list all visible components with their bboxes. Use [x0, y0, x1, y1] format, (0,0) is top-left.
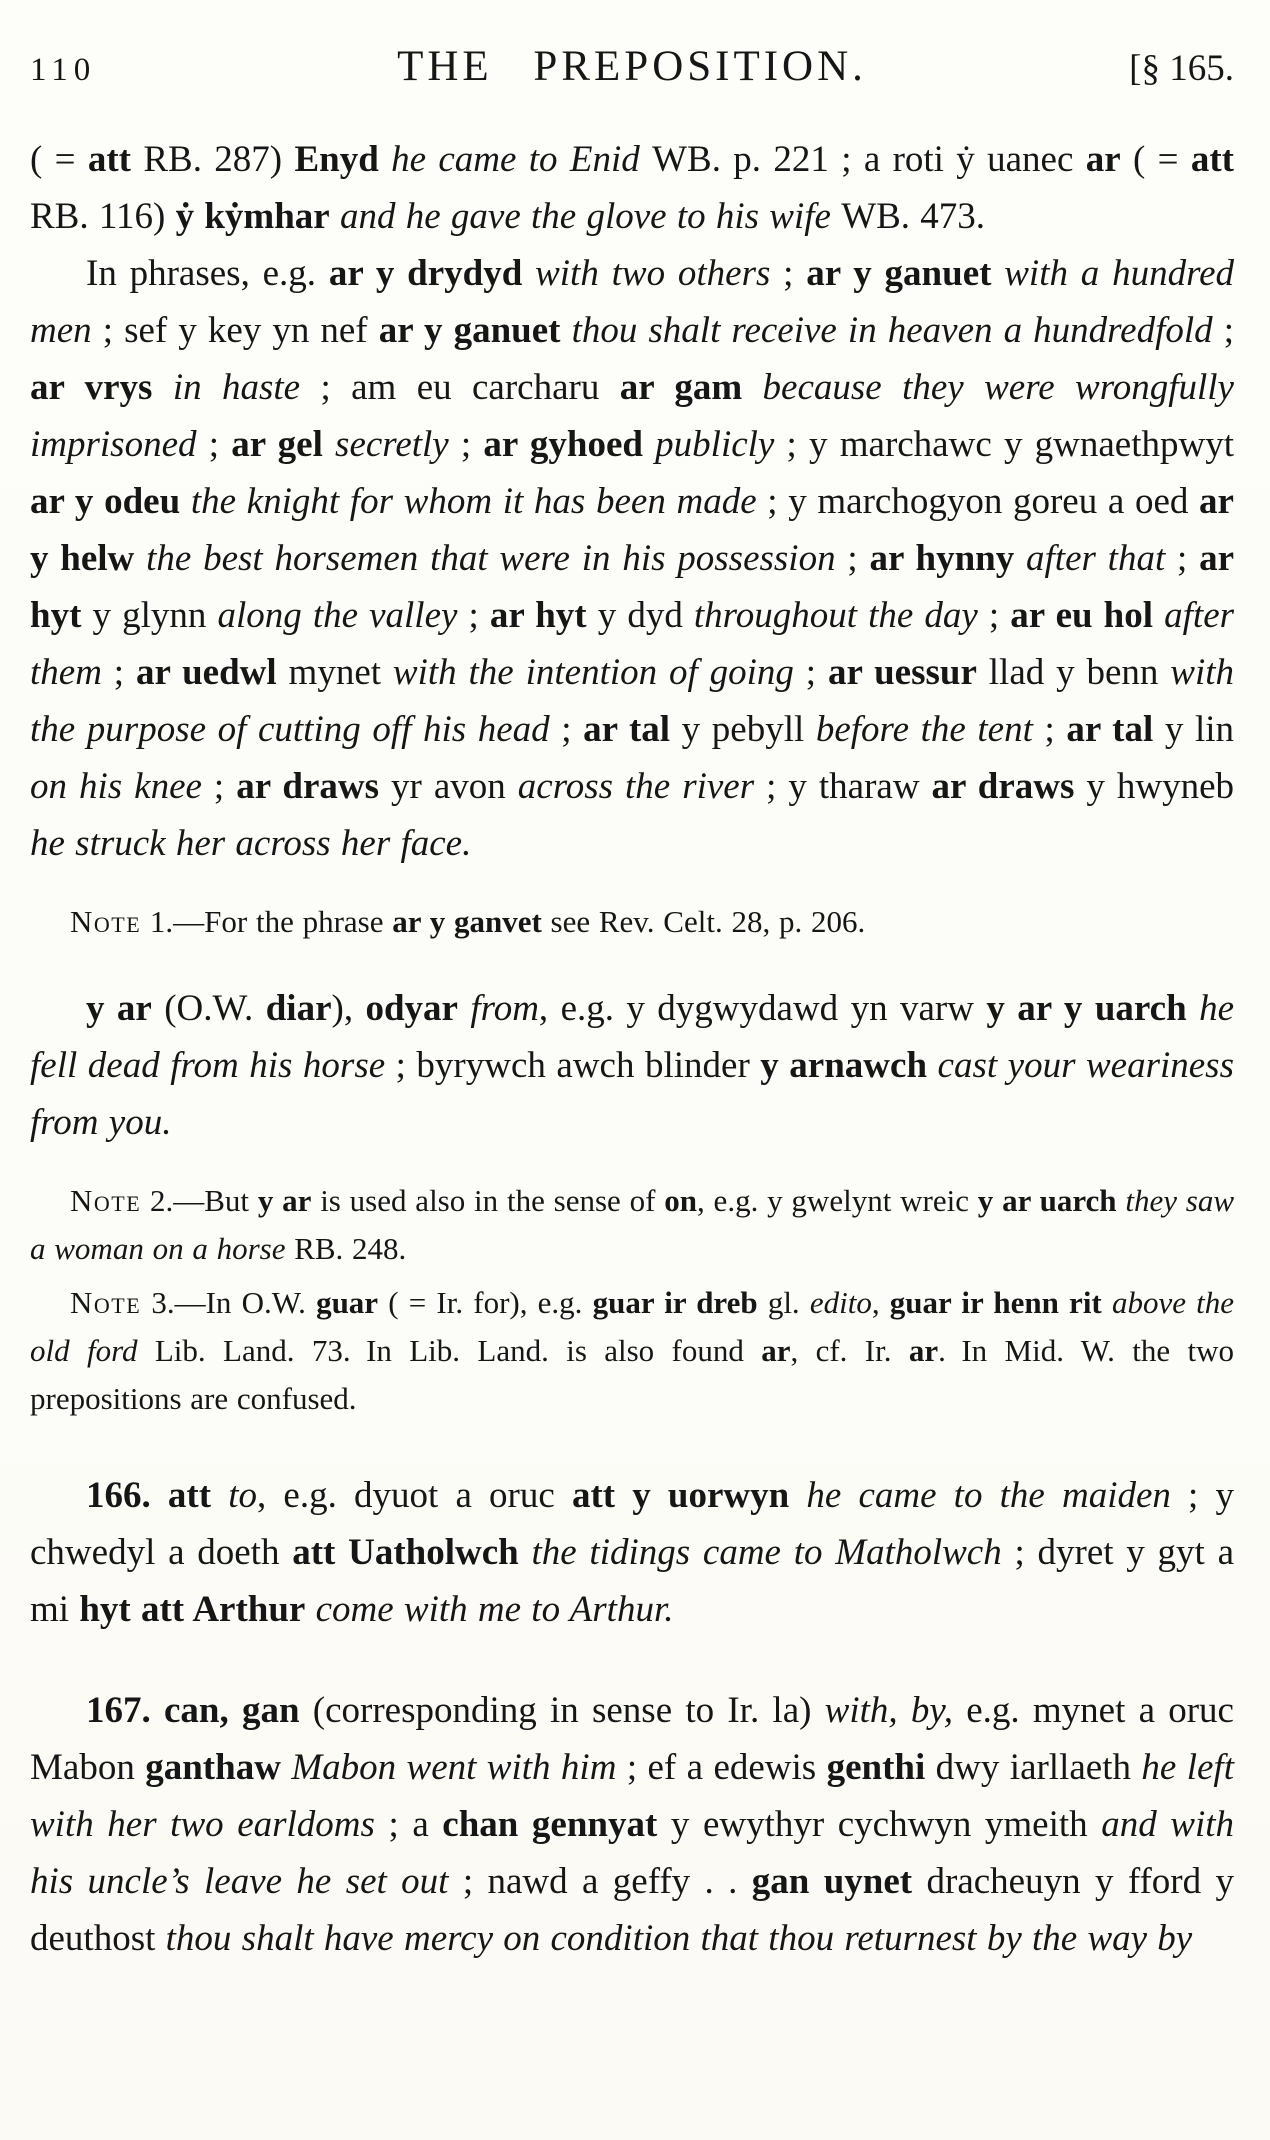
welsh-term: chan gennyat [442, 1804, 658, 1845]
translation: thou shalt receive in heaven a hundredfold [560, 310, 1213, 351]
text-run: . In Mid. W. the two prepositions are confused. [30, 1333, 1234, 1416]
text-run: ; dyret y gyt a mi [30, 1532, 1234, 1630]
text-run: yr avon [379, 766, 518, 807]
text-run: ; [101, 652, 136, 693]
translation: he came to Enid [378, 139, 653, 180]
translation: with two others [522, 253, 771, 294]
note-label: Note [70, 1183, 142, 1218]
text-run: y pebyll [670, 709, 816, 750]
welsh-term: ar [1085, 139, 1121, 180]
welsh-term: ar y ganuet [378, 310, 561, 351]
translation: he struck her across her face. [30, 823, 472, 864]
text-run: ; byrywch awch blinder [385, 1045, 761, 1086]
text-run: ( = [30, 139, 88, 180]
welsh-term: ganthaw [145, 1747, 281, 1788]
welsh-term: diar [265, 988, 332, 1029]
welsh-term: ar y ganvet [392, 904, 542, 939]
text-run: ; [770, 253, 807, 294]
text-run: ; [977, 595, 1011, 636]
section-166-att [30, 1467, 1234, 1638]
welsh-term: ar uedwl [135, 652, 277, 693]
welsh-term: y ar uarch [977, 1183, 1117, 1218]
text-run: In phrases, e.g. [86, 253, 329, 294]
welsh-term: ar y ganuet [806, 253, 992, 294]
text-run: 1.—For the phrase [141, 904, 393, 939]
text-run: ; ef a edewis [616, 1747, 827, 1788]
text-run: llad y benn [976, 652, 1171, 693]
translation: Mabon went with him [280, 1747, 617, 1788]
welsh-term: ar draws [931, 766, 1075, 807]
text-run: ; y chwedyl a doeth [30, 1475, 1234, 1573]
welsh-term: 167. can, gan [86, 1690, 300, 1731]
running-title: THE PREPOSITION. [397, 43, 867, 90]
text-run: ; y marchawc y gwnaethpwyt [774, 424, 1234, 465]
text-run: mynet [276, 652, 393, 693]
welsh-term: ar gyhoed [483, 424, 643, 465]
welsh-term: ẏ kẏmhar [175, 196, 330, 237]
text-run: ; sef y key yn nef [91, 310, 379, 351]
text-run: ; [1165, 538, 1200, 579]
translation: across the river [517, 766, 755, 807]
translation: edito [809, 1285, 872, 1320]
translation: he came to the maiden [789, 1475, 1171, 1516]
text-run: ; [549, 709, 584, 750]
text-run: (corresponding in sense to Ir. la) [299, 1690, 825, 1731]
page-body [30, 131, 1234, 1967]
welsh-term: guar [316, 1285, 379, 1320]
translation: the best horsemen that were in his possession [134, 538, 836, 579]
page-number: 110 [30, 52, 97, 88]
translation: after them [30, 595, 1235, 693]
welsh-term: ar y drydyd [328, 253, 523, 294]
translation: from [457, 988, 539, 1029]
welsh-term: Enyd [294, 139, 379, 180]
translation: above the old ford [30, 1285, 1235, 1368]
translation: with, by, [824, 1690, 954, 1731]
translation: come with me to Arthur. [305, 1589, 674, 1630]
welsh-term: y arnawch [760, 1045, 928, 1086]
text-run: ; [835, 538, 870, 579]
welsh-term: att [1190, 139, 1234, 180]
translation: along the valley [217, 595, 458, 636]
text-run: (O.W. [151, 988, 266, 1029]
text-run: , cf. Ir. [790, 1333, 909, 1368]
translation: publicly [642, 424, 775, 465]
text-run: ( = [1120, 139, 1191, 180]
text-run: RB. 248. [285, 1231, 407, 1266]
translation: thou shalt have mercy on condition that thou returnest by the way by [165, 1918, 1193, 1959]
welsh-term: att [87, 139, 132, 180]
translation: secretly [322, 424, 449, 465]
translation: they saw a woman on a horse [30, 1183, 1235, 1266]
welsh-term: ar uessur [827, 652, 977, 693]
text-run: RB. 116) [30, 196, 176, 237]
welsh-term: ar vrys [30, 367, 153, 408]
note-1 [30, 898, 1234, 946]
text-run: dwy iarllaeth [925, 1747, 1142, 1788]
translation: he left with her two earldoms [30, 1747, 1234, 1845]
welsh-term: ar tal [583, 709, 671, 750]
text-run: dracheuyn y fford y deuthost [30, 1861, 1234, 1959]
translation: the tidings came to Matholwch [518, 1532, 1002, 1573]
welsh-term: ar hynny [869, 538, 1015, 579]
translation: with the purpose of cutting off his head [30, 652, 1235, 750]
text-run: ; y tharaw [754, 766, 932, 807]
welsh-term: guar ir dreb [592, 1285, 758, 1320]
welsh-term: ar gel [231, 424, 323, 465]
para-ar-phrases [30, 245, 1234, 872]
text-run: y glynn [81, 595, 218, 636]
text-run: RB. 287) [131, 139, 295, 180]
translation: cast your weariness from you. [30, 1045, 1234, 1143]
welsh-term: ar y helw [30, 481, 1234, 579]
welsh-term: att Uatholwch [292, 1532, 519, 1573]
para-y-ar [30, 980, 1234, 1151]
text-run: ; [1212, 310, 1235, 351]
text-run: see Rev. Celt. 28, p. 206. [541, 904, 866, 939]
translation: because they were wrongfully imprisoned [30, 367, 1234, 465]
text-run: WB. 473. [841, 196, 986, 237]
translation: with a hundred men [30, 253, 1235, 351]
text-run: ; nawd a geffy . . [448, 1861, 752, 1902]
text-run: ; am eu carcharu [300, 367, 620, 408]
text-run: 2.—But [141, 1183, 258, 1218]
text-run: ), [331, 988, 366, 1029]
text-run: is used also in the sense of [311, 1183, 665, 1218]
text-run: ; y marchogyon goreu a oed [756, 481, 1200, 522]
welsh-term: ar gam [619, 367, 743, 408]
translation: after that [1014, 538, 1166, 579]
welsh-term: ar y odeu [30, 481, 181, 522]
welsh-term: ar hyt [30, 538, 1235, 636]
translation: with the intention of going [392, 652, 794, 693]
text-run: , [871, 1285, 890, 1320]
welsh-term: guar ir henn rit [889, 1285, 1102, 1320]
translation: throughout the day [693, 595, 978, 636]
text-run: ; [457, 595, 490, 636]
text-run: ; [1032, 709, 1067, 750]
welsh-term: ar tal [1066, 709, 1154, 750]
text-run: Lib. Land. 73. In Lib. Land. is also found [137, 1333, 762, 1368]
translation: in haste [152, 367, 301, 408]
text-run: ; [196, 424, 232, 465]
note-label: Note [70, 1285, 142, 1320]
welsh-term: y ar y uarch [986, 988, 1187, 1029]
para-att-continuation [30, 131, 1234, 245]
text-run: ; [793, 652, 828, 693]
text-run: gl. [757, 1285, 810, 1320]
text-run: 3.—In O.W. [141, 1285, 317, 1320]
welsh-term: ar [761, 1333, 791, 1368]
translation: the knight for whom it has been made [180, 481, 757, 522]
section-ref: [§ 165. [1129, 48, 1234, 89]
translation: and he gave the glove to his wife [329, 196, 842, 237]
translation: to [211, 1475, 258, 1516]
note-3 [30, 1279, 1234, 1423]
text-run: ( = Ir. for), e.g. [378, 1285, 593, 1320]
text-run: ; [448, 424, 484, 465]
text-run: ; [201, 766, 237, 807]
page-header [30, 42, 1234, 91]
text-run: y ewythyr cychwyn ymeith [657, 1804, 1102, 1845]
welsh-term: genthi [826, 1747, 926, 1788]
text-run: y lin [1153, 709, 1235, 750]
section-167-can-gan [30, 1682, 1234, 1967]
welsh-term: ar draws [236, 766, 380, 807]
welsh-term: hyt att Arthur [79, 1589, 306, 1630]
text-run: ; a [374, 1804, 443, 1845]
welsh-term: gan uynet [751, 1861, 913, 1902]
welsh-term: att y uorwyn [571, 1475, 790, 1516]
translation: on his knee [30, 766, 202, 807]
welsh-term: ar [908, 1333, 939, 1368]
text-run: y dyd [586, 595, 694, 636]
welsh-term: y ar [257, 1183, 312, 1218]
welsh-term: ar hyt [489, 595, 587, 636]
welsh-term: 166. att [86, 1475, 212, 1516]
welsh-term: on [664, 1183, 697, 1218]
translation: before the tent [815, 709, 1033, 750]
text-run: e.g. mynet a oruc Mabon [30, 1690, 1234, 1788]
translation: he fell dead from his horse [30, 988, 1234, 1086]
translation: and with his uncle’s leave he set out [30, 1804, 1234, 1902]
welsh-term: ar eu hol [1010, 595, 1154, 636]
welsh-term: odyar [365, 988, 458, 1029]
text-run: WB. p. 221 ; a roti ẏ uanec [652, 139, 1086, 180]
text-run: , e.g. y gwelynt wreic [697, 1183, 978, 1218]
text-run: y hwyneb [1074, 766, 1235, 807]
welsh-term: y ar [86, 988, 152, 1029]
note-2 [30, 1177, 1234, 1273]
note-label: Note [70, 904, 142, 939]
text-run: , e.g. y dygwydawd yn varw [538, 988, 987, 1029]
text-run: , e.g. dyuot a oruc [257, 1475, 572, 1516]
